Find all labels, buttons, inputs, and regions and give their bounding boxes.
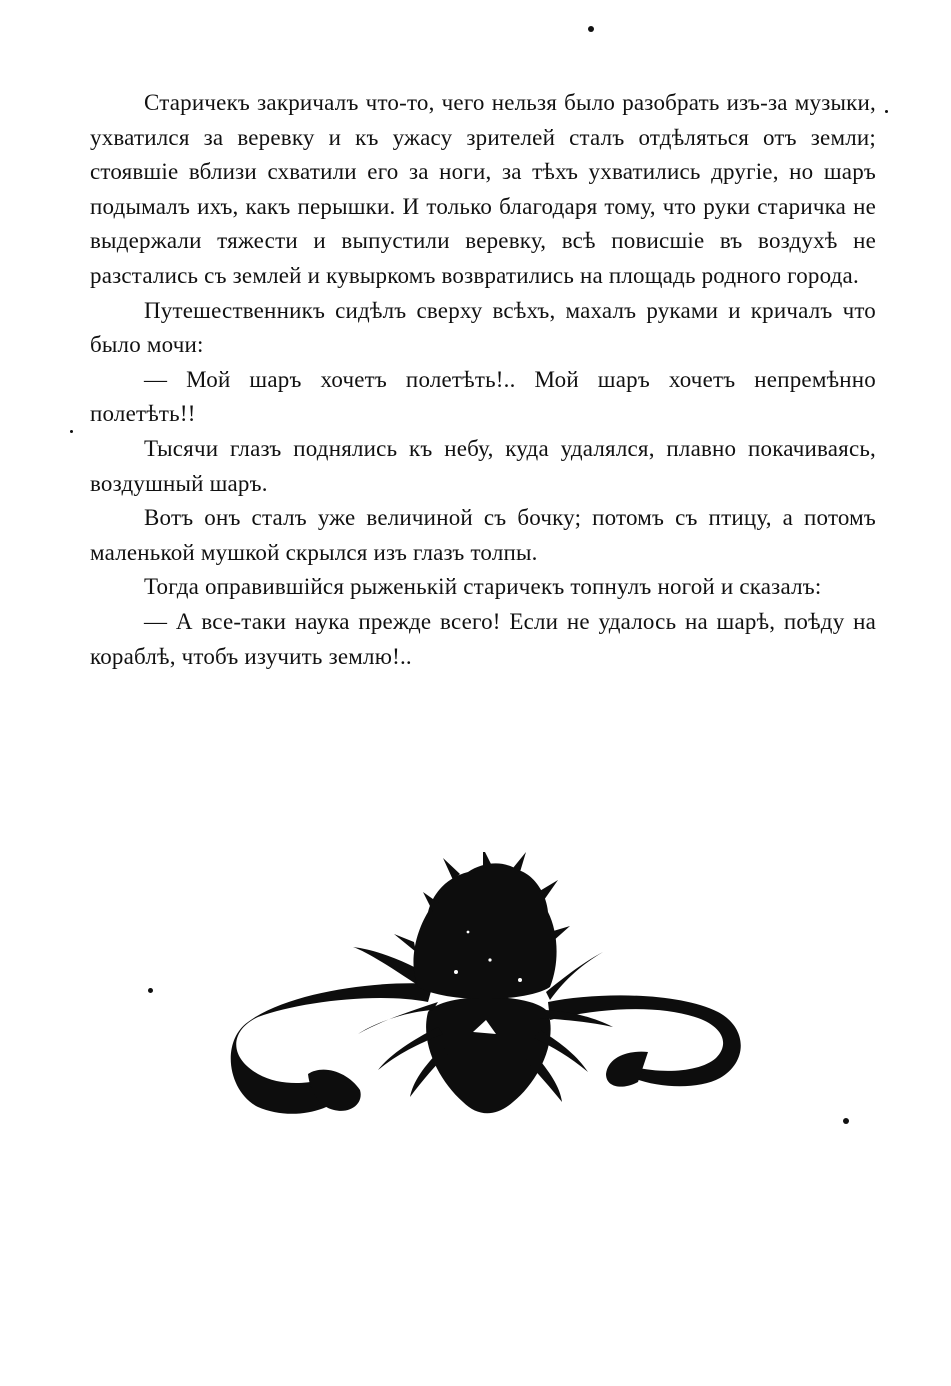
page-speck (148, 988, 153, 993)
paragraph-3: — Мой шаръ хочетъ полетѣть!.. Мой шаръ хочетъ непремѣнно полетѣть!! (90, 366, 876, 427)
page-speck (885, 110, 888, 113)
tailpiece-ornament-icon (228, 852, 748, 1142)
page-speck (70, 430, 73, 433)
paragraph-6: Тогда оправившійся рыженькій старичекъ топнулъ ногой и сказалъ: (144, 574, 822, 600)
paragraph-4: Тысячи глазъ поднялись къ небу, куда удалялся, плавно покачиваясь, воздушный шаръ. (90, 435, 876, 496)
page-speck (588, 26, 594, 32)
paragraph-7: — А все-таки наука прежде всего! Если не удалось на шарѣ, поѣду на кораблѣ, чтобъ изучить землю!.. (90, 608, 876, 669)
paragraph-5: Вотъ онъ сталъ уже величиной съ бочку; потомъ съ птицу, а потомъ маленькой мушкой скрылся изъ глазъ толпы. (90, 505, 876, 565)
paragraph-1: Старичекъ закричалъ что-то, чего нельзя было разобрать изъ-за музыки, ухватился за веревку и къ ужасу зрителей сталъ отдѣляться отъ земли; стоявшіе вблизи схватили его за ноги, за тѣхъ ухватились другіе, но шаръ подымалъ ихъ, какъ перышки. И только благодаря тому, что руки старичка не выдержали тяжести и выпустили веревку, всѣ повисшіе въ воздухѣ не разстались съ землей и кувыркомъ возвратились на площадь родного города. (90, 90, 876, 288)
body-text (90, 86, 876, 674)
page-speck (843, 1118, 849, 1124)
paragraph-2: Путешественникъ сидѣлъ сверху всѣхъ, махалъ руками и кричалъ что было мочи: (90, 297, 876, 358)
